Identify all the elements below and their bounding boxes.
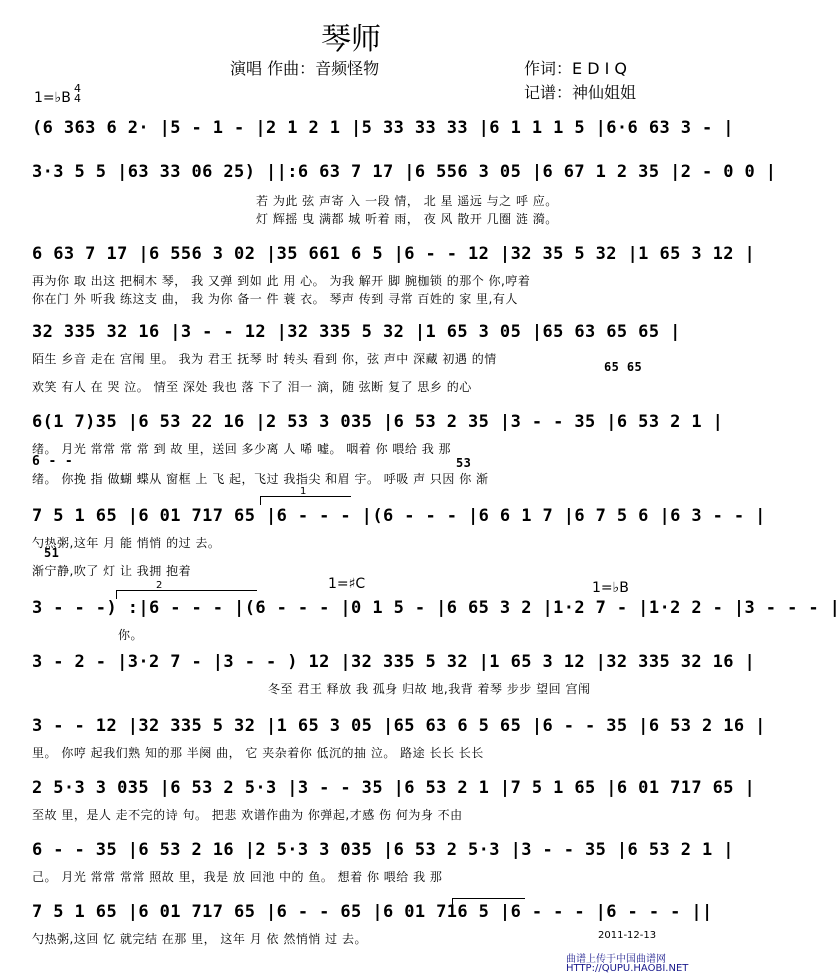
notes-line-4-extra: 65 65 [604,360,643,374]
lyric-line-8-verse-1: 冬至 君王 释放 我 孤身 归故 地,我背 着琴 步步 望回 宫闱 [268,682,591,696]
notes-line-3: 6 63 7 17 |6 556 3 02 |35 661 6 5 |6 - - 12 |32 35 5 32 |1 65 3 12 | [32,244,756,264]
notes-line-10: 2 5·3 3 035 |6 53 2 5·3 |3 - - 35 |6 53 2 1 |7 5 1 65 |6 01 717 65 | [32,778,756,798]
lyric-line-12-verse-1: 勺热粥,这回 忆 就完结 在那 里， 这年 月 依 然悄悄 过 去。 [32,932,367,946]
notes-line-2: 3·3 5 5 |63 33 06 25) ||:6 63 7 17 |6 556 3 05 |6 67 1 2 35 |2 - 0 0 | [32,162,777,182]
time-signature-top: 4 [74,82,81,95]
date-stamp: 2011-12-13 [598,930,657,941]
lyric-line-5-verse-2: 绪。 你挽 指 做蝴 蝶从 窗框 上 飞 起，飞过 我指尖 和眉 宇。 呼吸 声 只因 你 渐 [32,472,489,486]
page-title: 琴师 [321,22,381,57]
lyric-line-9-verse-1: 里。 你哼 起我们熟 知的那 半阕 曲， 它 夹杂着你 低沉的抽 泣。 路途 长长 长长 [32,746,484,760]
key-change-2: 1=♭B [592,580,629,596]
notes-line-8: 3 - 2 - |3·2 7 - |3 - - ) 12 |32 335 5 32 |1 65 3 12 |32 335 32 16 | [32,652,756,672]
watermark-text: 曲谱上传于中国曲谱网 [566,954,666,965]
lyric-line-6-verse-1: 勺热粥,这年 月 能 悄悄 的过 去。 [32,536,221,550]
notes-line-6-extra: 51 [44,546,60,560]
notes-line-9: 3 - - 12 |32 335 5 32 |1 65 3 05 |65 63 6 5 65 |6 - - 35 |6 53 2 16 | [32,716,766,736]
lyric-line-3-verse-1: 再为你 取 出这 把桐木 琴， 我 又弹 到如 此 用 心。 为我 解开 脚 腕枷锁 的那个 你,哼着 [32,274,531,288]
lyric-line-10-verse-1: 至故 里，是人 走不完的诗 句。 把悲 欢谱作曲为 你弹起,才感 伤 何为身 不由 [32,808,463,822]
lyric-line-5-verse-1: 绪。 月光 常常 常 常 到 故 里，送回 多少离 人 唏 嘘。 咽着 你 喂给 我 那 [32,442,452,456]
volta-2-label: 2 [156,580,163,591]
key-change-1: 1=♯C [328,576,366,592]
lyric-line-4-verse-1: 陌生 乡音 走在 宫闱 里。 我为 君王 抚琴 时 转头 看到 你，弦 声中 深藏 初遇 的情 [32,352,497,366]
notes-line-4: 32 335 32 16 |3 - - 12 |32 335 5 32 |1 65 3 05 |65 63 65 65 | [32,322,681,342]
lyric-line-4-verse-2: 欢笑 有人 在 哭 泣。 情至 深处 我也 落 下了 泪一 滴，随 弦断 复了 思乡 的心 [32,380,472,394]
performers: 演唱 作曲：音频怪物 [230,59,380,78]
lyricist: 作词：E D I Q [524,59,628,78]
notes-line-6: 7 5 1 65 |6 01 717 65 |6 - - - |(6 - - - |6 6 1 7 |6 7 5 6 |6 3 - - | [32,506,766,526]
notes-line-1: (6 363 6 2· |5 - 1 - |2 1 2 1 |5 33 33 33 |6 1 1 1 5 |6·6 63 3 - | [32,118,734,138]
notes-line-7: 3 - - -) :|6 - - - |(6 - - - |0 1 5 - |6 65 3 2 |1·2 7 - |1·2 2 - |3 - - - | [32,598,840,618]
lyric-line-6-verse-2: 渐宁静,吹了 灯 让 我拥 抱着 [32,564,192,578]
time-signature-bottom: 4 [74,92,81,105]
notes-line-12: 7 5 1 65 |6 01 717 65 |6 - - 65 |6 01 716 5 |6 - - - |6 - - - || [32,902,713,922]
key-signature: 1=♭B [34,90,71,106]
transcriber: 记谱：神仙姐姐 [524,83,637,102]
lyric-line-11-verse-1: 己。 月光 常常 常常 照故 里，我是 放 回池 中的 鱼。 想着 你 喂给 我 那 [32,870,443,884]
lyric-line-7-verse-1: 你。 [118,628,144,642]
notes-line-5-extra-2: 53 [456,456,472,470]
volta-1-label: 1 [300,486,307,497]
lyric-line-2-verse-2: 灯 辉摇 曳 满都 城 听着 雨， 夜 风 散开 几圈 涟 漪。 [256,212,558,226]
lyric-line-2-verse-1: 若 为此 弦 声寄 入 一段 情， 北 星 遥远 与之 呼 应。 [256,194,558,208]
notes-line-5: 6(1 7)35 |6 53 22 16 |2 53 3 035 |6 53 2 35 |3 - - 35 |6 53 2 1 | [32,412,724,432]
lyric-line-3-verse-2: 你在门 外 听我 练这支 曲， 我 为你 备一 件 蓑 衣。 琴声 传到 寻常 百姓的 家 里,有人 [32,292,518,306]
time-signature [74,84,81,104]
volta-1-bracket [260,496,351,505]
notes-line-11: 6 - - 35 |6 53 2 16 |2 5·3 3 035 |6 53 2 5·3 |3 - - 35 |6 53 2 1 | [32,840,734,860]
watermark-url: HTTP://QUPU.HAOBI.NET [566,963,689,974]
notes-line-5-extra-1: 6 - - [32,454,74,469]
